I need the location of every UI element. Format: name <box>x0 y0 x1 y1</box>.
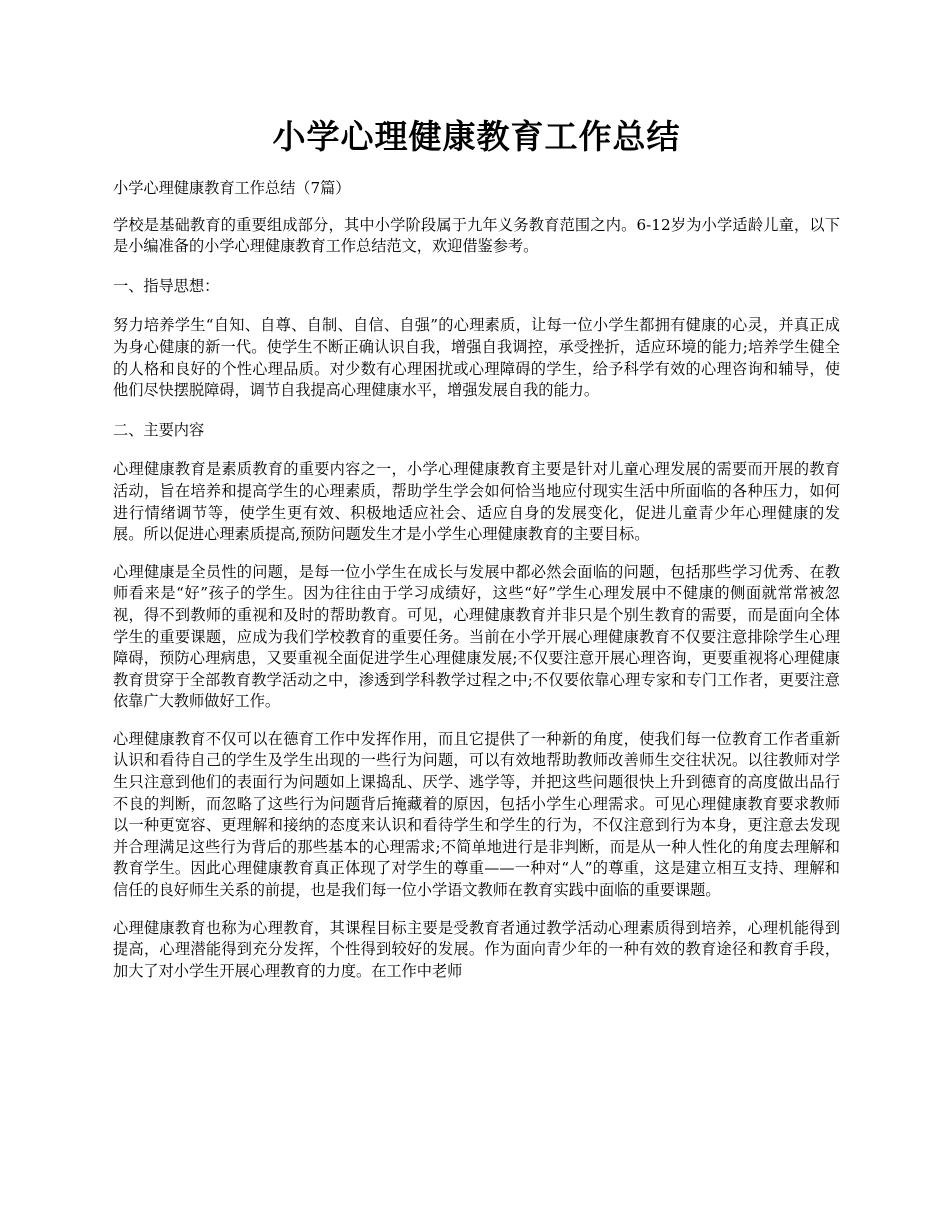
guiding-thought-paragraph: 努力培养学生“自知、自尊、自制、自信、自强”的心理素质，让每一位小学生都拥有健康的心灵，并真正成为身心健康的新一代。使学生不断正确认识自我，增强自我调控，承受挫折，适应环境的能力;培养学生健全的人格和良好的个性心理品质。对少数有心理困扰或心理障碍的学生，给予科学有效的心理咨询和辅导，使他们尽快摆脱障碍，调节自我提高心理健康水平，增强发展自我的能力。 <box>113 316 840 400</box>
section-heading-guiding-thought: 一、指导思想： <box>113 276 220 295</box>
document-subtitle: 小学心理健康教育工作总结（7篇） <box>113 179 351 197</box>
intro-paragraph: 学校是基础教育的重要组成部分，其中小学阶段属于九年义务教育范围之内。6-12岁为小学适龄儿童，以下是小编准备的小学心理健康教育工作总结范文，欢迎借鉴参考。 <box>113 215 840 256</box>
main-content-paragraph-2: 心理健康是全员性的问题，是每一位小学生在成长与发展中都必然会面临的问题，包括那些学习优秀、在教师看来是“好”孩子的学生。因为往往由于学习成绩好，这些“好”学生心理发展中不健康的侧面就常常被忽视，得不到教师的重视和及时的帮助教育。可见，心理健康教育并非只是个别生教育的需要，而是面向全体学生的重要课题，应成为我们学校教育的重要任务。当前在小学开展心理健康教育不仅要注意排除学生心理障碍，预防心理病患，又要重视全面促进学生心理健康发展;不仅要注意开展心理咨询，更要重视将心理健康教育贯穿于全部教育教学活动之中，渗透到学科教学过程之中;不仅要依靠心理专家和专门工作者，更要注意依靠广大教师做好工作。 <box>113 562 840 711</box>
main-content-paragraph-3: 心理健康教育不仅可以在德育工作中发挥作用，而且它提供了一种新的角度，使我们每一位教育工作者重新认识和看待自己的学生及学生出现的一些行为问题，可以有效地帮助教师改善师生交往状况。以往教师对学生只注意到他们的表面行为问题如上课捣乱、厌学、逃学等，并把这些问题很快上升到德育的高度做出品行不良的判断，而忽略了这些行为问题背后掩藏着的原因，包括小学生心理需求。可见心理健康教育要求教师以一种更宽容、更理解和接纳的态度来认识和看待学生和学生的行为，不仅注意到行为本身，更注意去发现并合理满足这些行为背后的那些基本的心理需求;不简单地进行是非判断，而是从一种人性化的角度去理解和教育学生。因此心理健康教育真正体现了对学生的尊重——一种对“人”的尊重，这是建立相互支持、理解和信任的良好师生关系的前提，也是我们每一位小学语文教师在教育实践中面临的重要课题。 <box>113 729 840 900</box>
document-title: 小学心理健康教育工作总结 <box>272 117 681 156</box>
document-page <box>113 0 840 982</box>
main-content-paragraph-1: 心理健康教育是素质教育的重要内容之一，小学心理健康教育主要是针对儿童心理发展的需要而开展的教育活动，旨在培养和提高学生的心理素质，帮助学生学会如何恰当地应付现实生活中所面临的各种压力，如何进行情绪调节等，使学生更有效、积极地适应社会、适应自身的发展变化，促进儿童青少年心理健康的发展。所以促进心理素质提高,预防问题发生才是小学生心理健康教育的主要目标。 <box>113 460 840 544</box>
main-content-paragraph-4: 心理健康教育也称为心理教育，其课程目标主要是受教育者通过教学活动心理素质得到培养，心理机能得到提高，心理潜能得到充分发挥，个性得到较好的发展。作为面向青少年的一种有效的教育途径和教育手段，加大了对小学生开展心理教育的力度。在工作中老师 <box>113 918 840 980</box>
section-heading-main-content: 二、主要内容 <box>113 420 205 439</box>
